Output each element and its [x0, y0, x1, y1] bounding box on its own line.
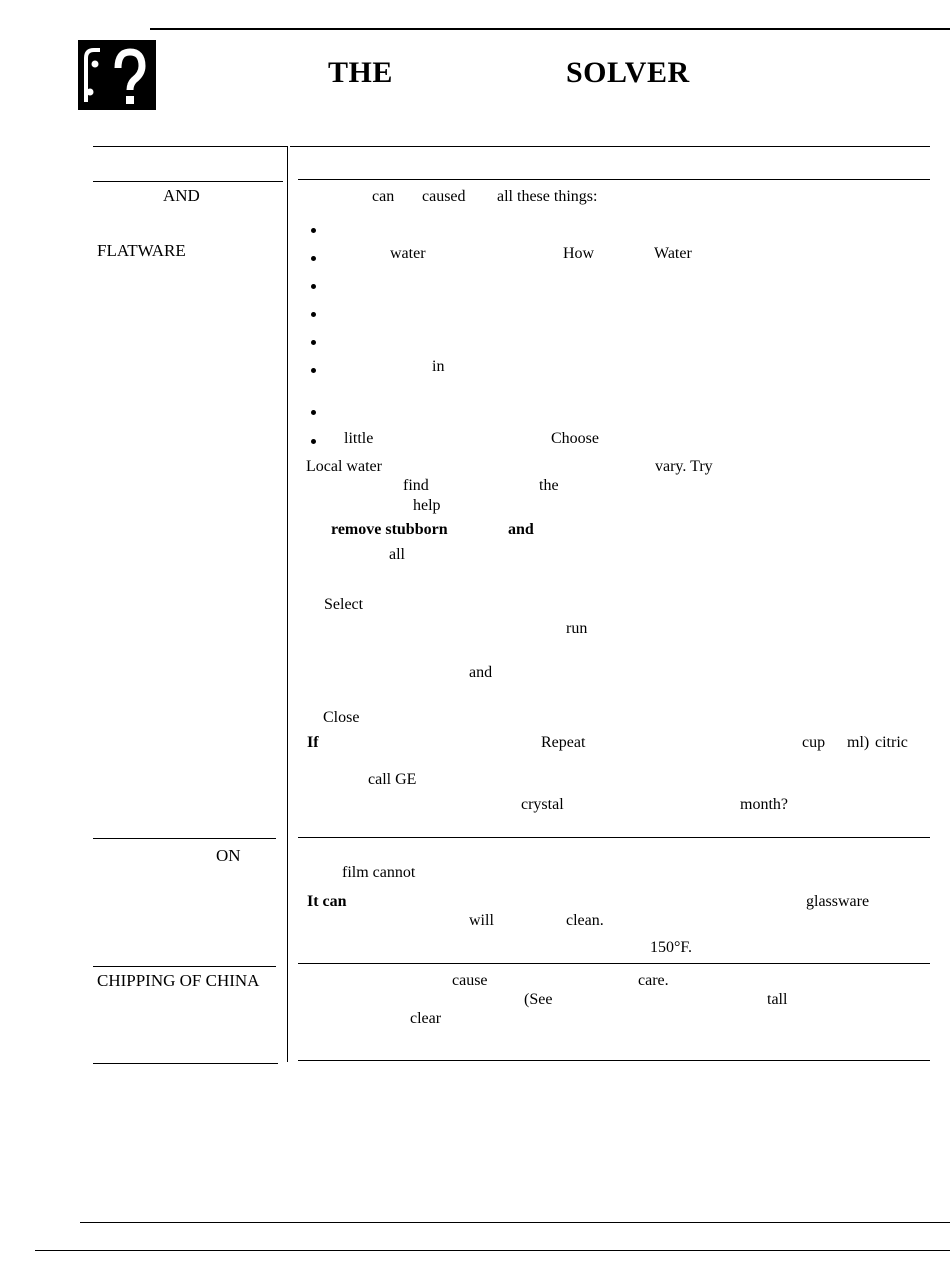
word: crystal — [521, 796, 564, 813]
word: film cannot — [342, 864, 416, 881]
word: cause — [452, 972, 488, 989]
title-word-the: THE — [328, 56, 393, 89]
word: clear — [410, 1010, 442, 1027]
word: and — [469, 664, 493, 681]
word: can — [372, 188, 395, 205]
word: caused — [422, 188, 466, 205]
header-bottom-rule-right — [298, 179, 930, 180]
word: Water — [654, 245, 692, 262]
table-header-rule-left — [93, 146, 288, 147]
word: and — [508, 521, 534, 538]
word: find — [403, 477, 429, 494]
word: water — [390, 245, 426, 262]
word: glassware — [806, 893, 870, 910]
table-header-rule-right — [290, 146, 930, 147]
bullet-1 — [311, 228, 316, 233]
word: call GE — [368, 771, 417, 788]
word: care. — [638, 972, 669, 989]
word: 150°F. — [650, 939, 693, 956]
section2-rule-left — [93, 838, 276, 839]
word: the — [539, 477, 559, 494]
section3-rule-left — [93, 966, 276, 967]
section1-label-line2: FLATWARE — [97, 241, 186, 260]
word: How — [563, 245, 595, 262]
word: run — [566, 620, 588, 637]
word: vary. Try — [655, 458, 713, 475]
bullet-7 — [311, 410, 316, 415]
word: in — [432, 358, 445, 375]
bullet-2 — [311, 256, 316, 261]
section2-rule-right — [298, 837, 930, 838]
word: ml) — [847, 734, 870, 751]
word: little — [344, 430, 374, 447]
footer-rule-lower — [35, 1250, 950, 1251]
word: all — [389, 546, 405, 563]
bullet-5 — [311, 340, 316, 345]
word: all these things: — [497, 188, 598, 205]
word: (See — [524, 991, 553, 1008]
header-bottom-rule-left — [93, 181, 283, 182]
word: Select — [324, 596, 364, 613]
question-logo-icon — [78, 40, 156, 110]
word: Local water — [306, 458, 382, 475]
section3-label: CHIPPING OF CHINA — [97, 971, 260, 990]
word: Repeat — [541, 734, 586, 751]
column-divider — [287, 146, 288, 1062]
word: Choose — [551, 430, 599, 447]
table-bottom-rule-left — [93, 1063, 278, 1064]
section1-label-line1: AND — [163, 186, 200, 205]
word: tall — [767, 991, 788, 1008]
word: citric — [875, 734, 908, 751]
word: help — [413, 497, 441, 514]
word: If — [307, 734, 319, 751]
word: cup — [802, 734, 826, 751]
bullet-8 — [311, 439, 316, 444]
table-bottom-rule-right — [298, 1060, 930, 1061]
word: clean. — [566, 912, 604, 929]
footer-rule-upper — [80, 1222, 950, 1223]
section3-rule-right — [298, 963, 930, 964]
section2-label: ON — [216, 846, 241, 865]
word: remove stubborn — [331, 521, 448, 538]
word: month? — [740, 796, 788, 813]
bullet-6 — [311, 368, 316, 373]
word: will — [469, 912, 494, 929]
bullet-4 — [311, 312, 316, 317]
top-rule — [150, 28, 950, 30]
word: It can — [307, 893, 347, 910]
word: Close — [323, 709, 360, 726]
bullet-3 — [311, 284, 316, 289]
title-word-solver: SOLVER — [566, 56, 690, 89]
